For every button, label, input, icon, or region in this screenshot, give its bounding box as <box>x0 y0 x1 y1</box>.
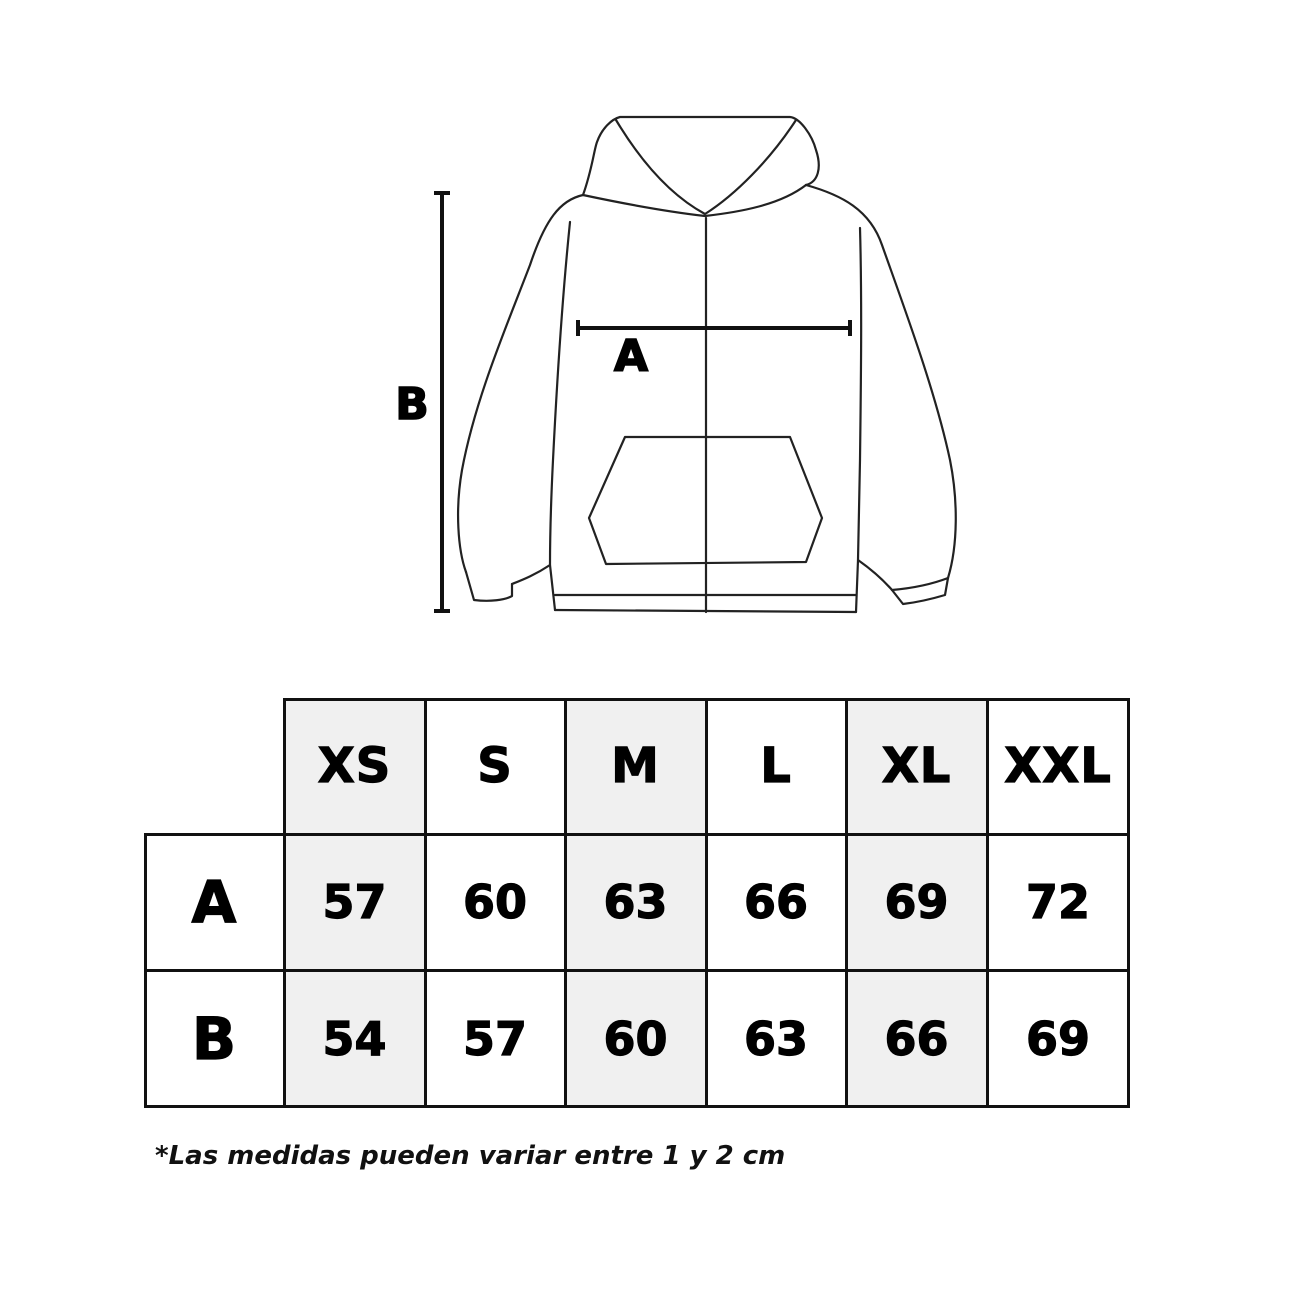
table-grid-line <box>283 698 286 1107</box>
table-cell-b-xxl: 69 <box>1025 1011 1090 1066</box>
table-cell-a-m: 63 <box>565 834 706 970</box>
size-header-xxl: XXL <box>1004 738 1112 794</box>
left-sleeve-inner <box>512 222 570 584</box>
left-cuff <box>466 572 512 601</box>
size-header-l: L <box>760 738 792 794</box>
size-header-xs: XS <box>284 698 425 834</box>
table-cell-a-l: 66 <box>743 875 808 929</box>
size-header-s: S <box>477 738 513 794</box>
row-label-a: A <box>191 868 237 936</box>
row-label-b: B <box>191 1004 237 1073</box>
table-cell-a-xl: 69 <box>846 834 987 970</box>
hood-outline <box>583 117 819 195</box>
size-table <box>144 698 1129 1107</box>
right-cuff <box>892 578 948 604</box>
table-grid-line <box>144 969 1130 972</box>
size-header-xl: XL <box>846 698 987 834</box>
left-sleeve-outer <box>458 195 583 572</box>
measurement-note: *Las medidas pueden variar entre 1 y 2 cm <box>155 1141 786 1171</box>
table-grid-line <box>845 698 848 1107</box>
size-header-m: M <box>565 698 706 834</box>
table-grid-line <box>1127 698 1130 1107</box>
hood-opening <box>616 120 796 214</box>
right-sleeve-outer <box>806 185 956 578</box>
table-grid-line <box>144 833 147 1107</box>
table-cell-a-xxl: 72 <box>1025 875 1090 929</box>
table-cell-b-m: 60 <box>565 970 706 1107</box>
table-cell-b-s: 57 <box>462 1011 527 1066</box>
table-cell-a-s: 60 <box>462 875 527 929</box>
neckline <box>583 185 806 216</box>
table-cell-b-xs: 54 <box>284 970 425 1107</box>
measure-b-label: B <box>395 379 429 430</box>
table-cell-a-xs: 57 <box>284 834 425 970</box>
table-grid-line <box>986 698 989 1107</box>
table-grid-line <box>564 698 567 1107</box>
right-sleeve-inner <box>858 228 892 590</box>
table-grid-line <box>424 698 427 1107</box>
table-cell-b-l: 63 <box>743 1011 808 1066</box>
table-cell-b-xl: 66 <box>846 970 987 1107</box>
table-grid-line <box>144 1105 1130 1108</box>
measure-a-label: A <box>613 331 649 382</box>
table-grid-line <box>705 698 708 1107</box>
table-grid-line <box>144 833 1130 836</box>
